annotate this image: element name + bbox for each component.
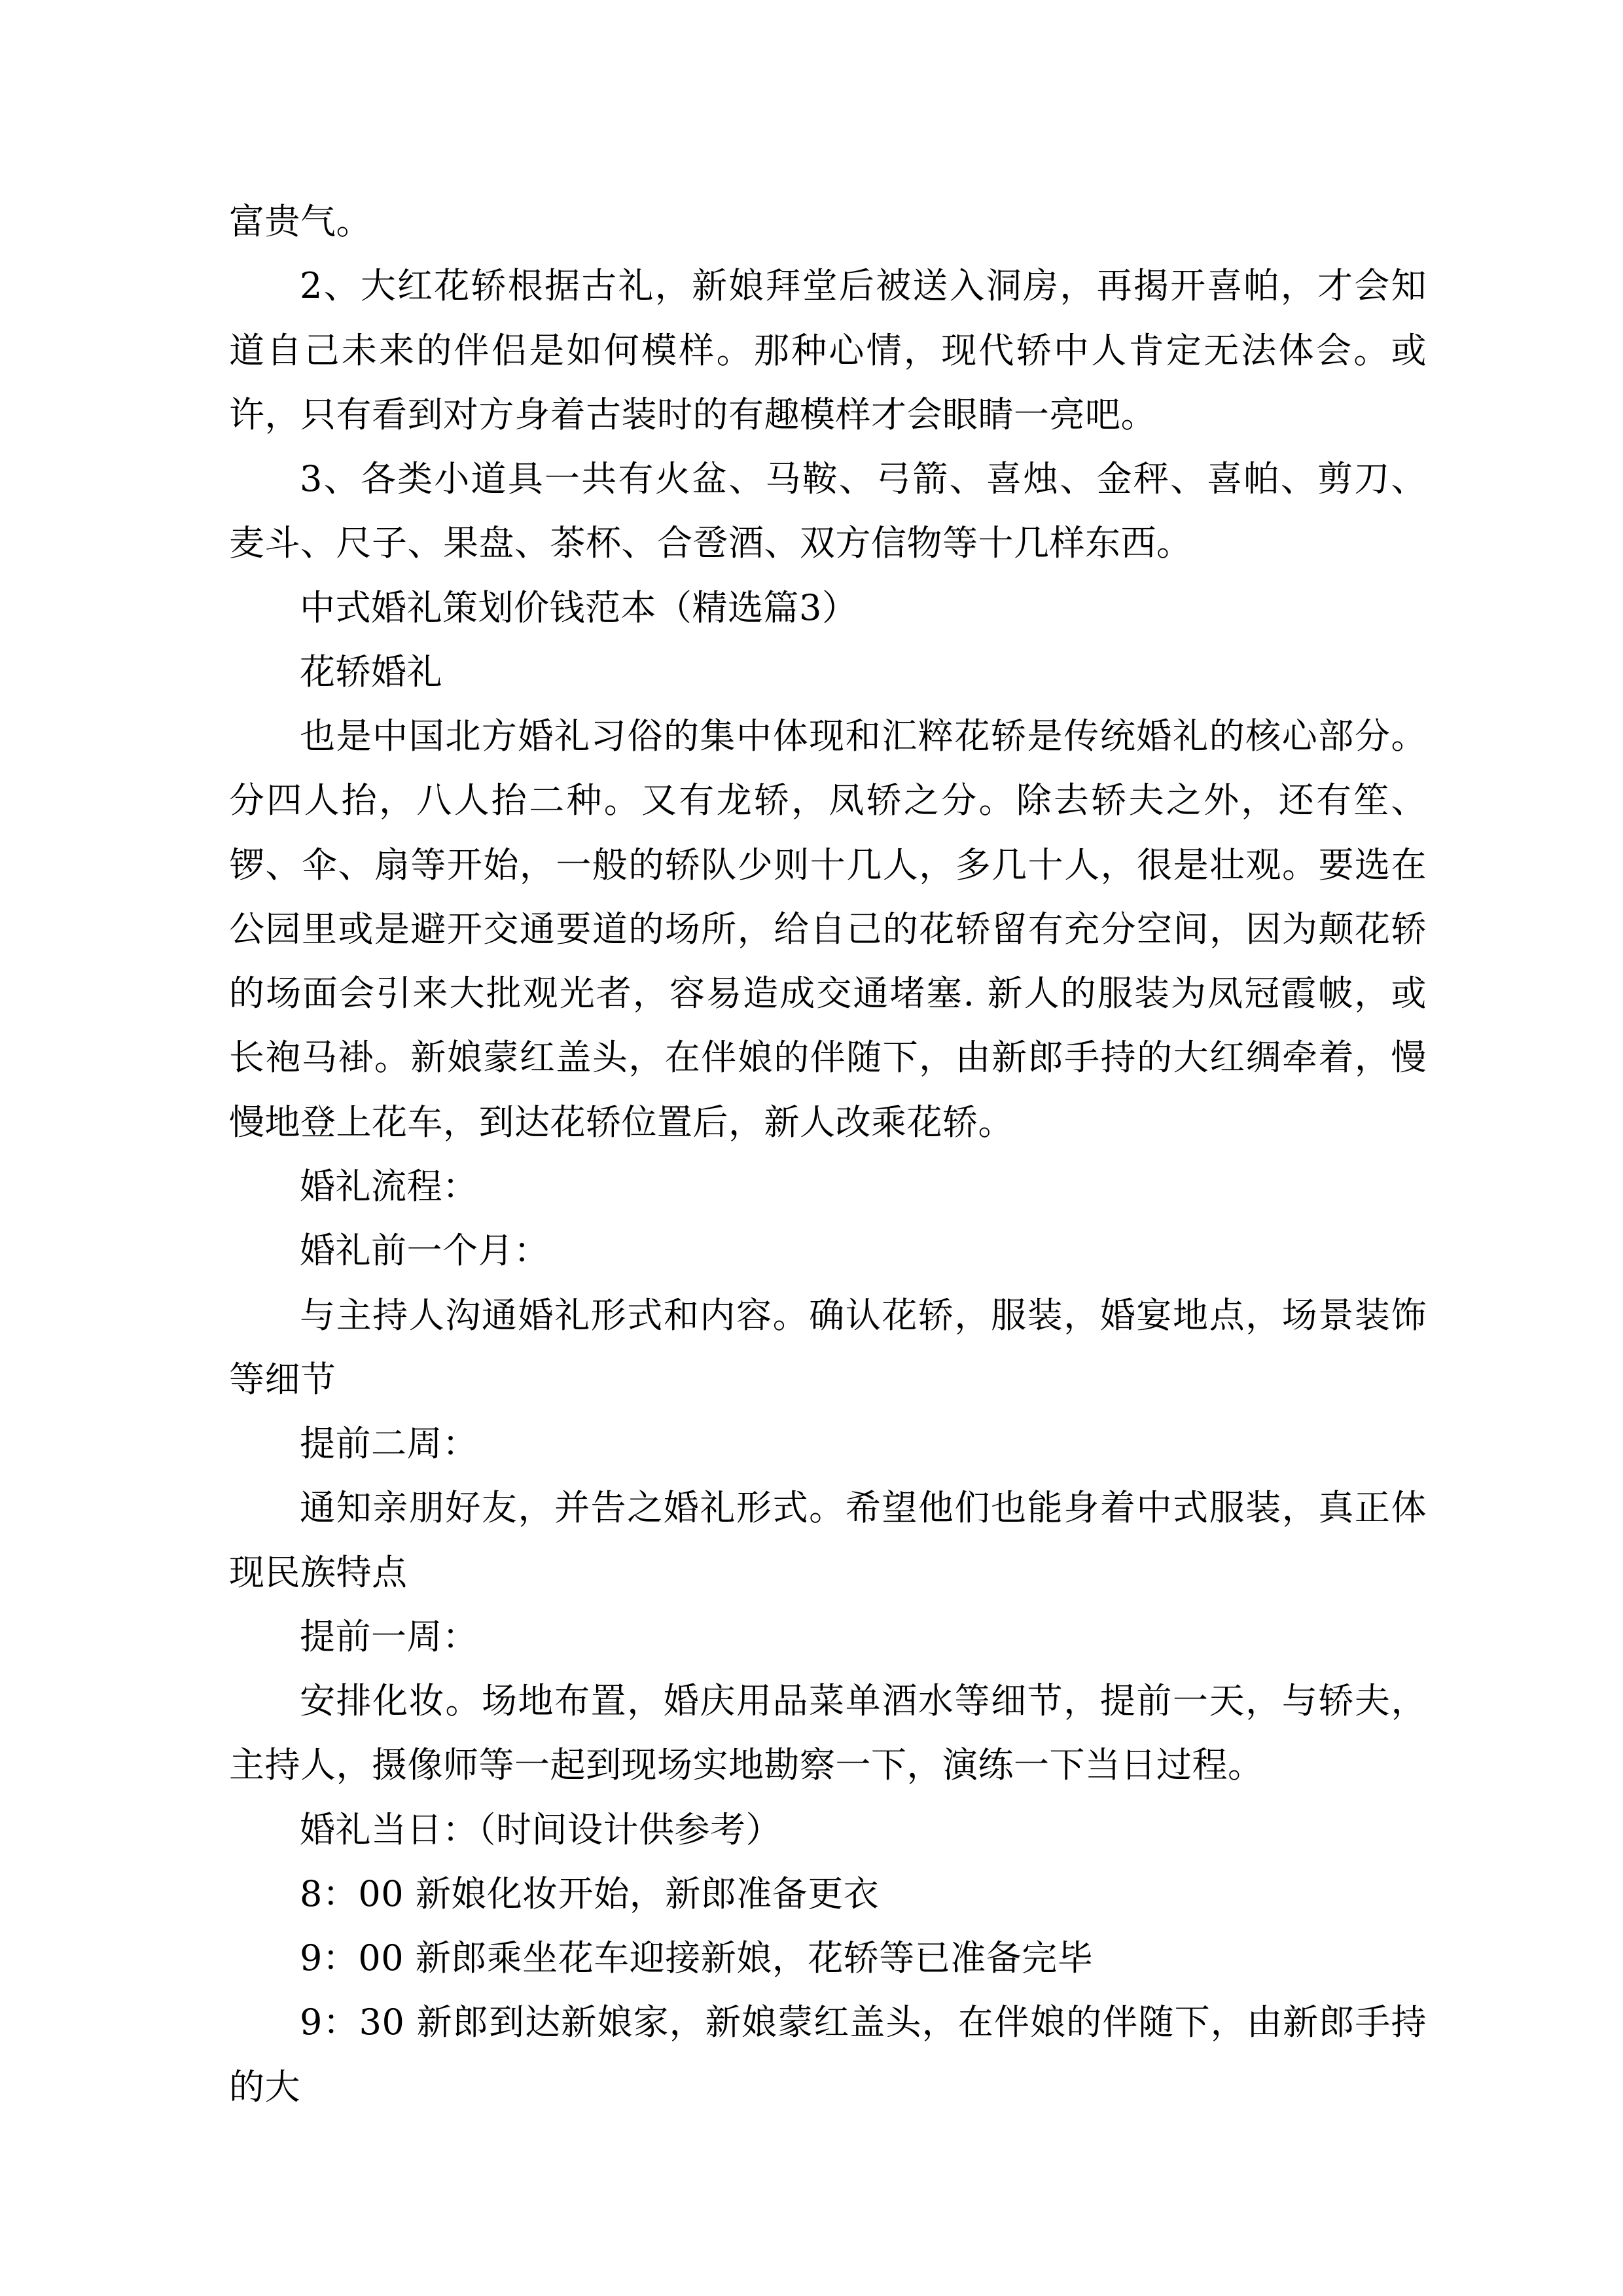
paragraph: 2、大红花轿根据古礼，新娘拜堂后被送入洞房，再揭开喜帕，才会知道自己未来的伴侣是如何模样。那种心情，现代轿中人肯定无法体会。或许，只有看到对方身着古装时的有趣模样才会眼睛一亮吧。 bbox=[229, 265, 1427, 435]
paragraph: 婚礼流程： bbox=[300, 1165, 478, 1207]
paragraph: 提前一周： bbox=[300, 1615, 478, 1657]
paragraph: 9：30 新郎到达新娘家，新娘蒙红盖头，在伴娘的伴随下，由新郎手持的大 bbox=[229, 2001, 1427, 2108]
subsection-heading: 花轿婚礼 bbox=[300, 651, 442, 692]
section-heading: 中式婚礼策划价钱范本（精选篇3） bbox=[300, 586, 858, 628]
paragraph: 婚礼前一个月： bbox=[300, 1230, 550, 1272]
document-body bbox=[229, 190, 1427, 2119]
paragraph: 安排化妆。场地布置，婚庆用品菜单酒水等细节，提前一天，与轿夫，主持人，摄像师等一起到现场实地勘察一下，演练一下当日过程。 bbox=[229, 1680, 1427, 1786]
paragraph: 提前二周： bbox=[300, 1423, 478, 1465]
paragraph: 与主持人沟通婚礼形式和内容。确认花轿，服装，婚宴地点，场景装饰等细节 bbox=[229, 1294, 1427, 1400]
paragraph: 9：00 新郎乘坐花车迎接新娘，花轿等已准备完毕 bbox=[300, 1937, 1094, 1979]
paragraph: 婚礼当日：（时间设计供参考） bbox=[300, 1808, 781, 1850]
paragraph: 3、各类小道具一共有火盆、马鞍、弓箭、喜烛、金秤、喜帕、剪刀、麦斗、尺子、果盘、茶杯、合卺酒、双方信物等十几样东西。 bbox=[229, 458, 1427, 564]
paragraph: 8：00 新娘化妆开始，新郎准备更衣 bbox=[300, 1873, 880, 1914]
paragraph: 也是中国北方婚礼习俗的集中体现和汇粹花轿是传统婚礼的核心部分。分四人抬，八人抬二种。又有龙轿，凤轿之分。除去轿夫之外，还有笙、锣、伞、扇等开始，一般的轿队少则十几人，多几十人，很是壮观。要选在公园里或是避开交通要道的场所，给自己的花轿留有充分空间，因为颠花轿的场面会引来大批观光者，容易造成交通堵塞. 新人的服装为凤冠霞帔，或长袍马褂。新娘蒙红盖头，在伴娘的伴随下，由新郎手持的大红绸牵着，慢慢地登上花车，到达花轿位置后，新人改乘花轿。 bbox=[229, 715, 1427, 1143]
paragraph: 富贵气。 bbox=[229, 201, 372, 242]
paragraph: 通知亲朋好友，并告之婚礼形式。希望他们也能身着中式服装，真正体现民族特点 bbox=[229, 1487, 1427, 1593]
